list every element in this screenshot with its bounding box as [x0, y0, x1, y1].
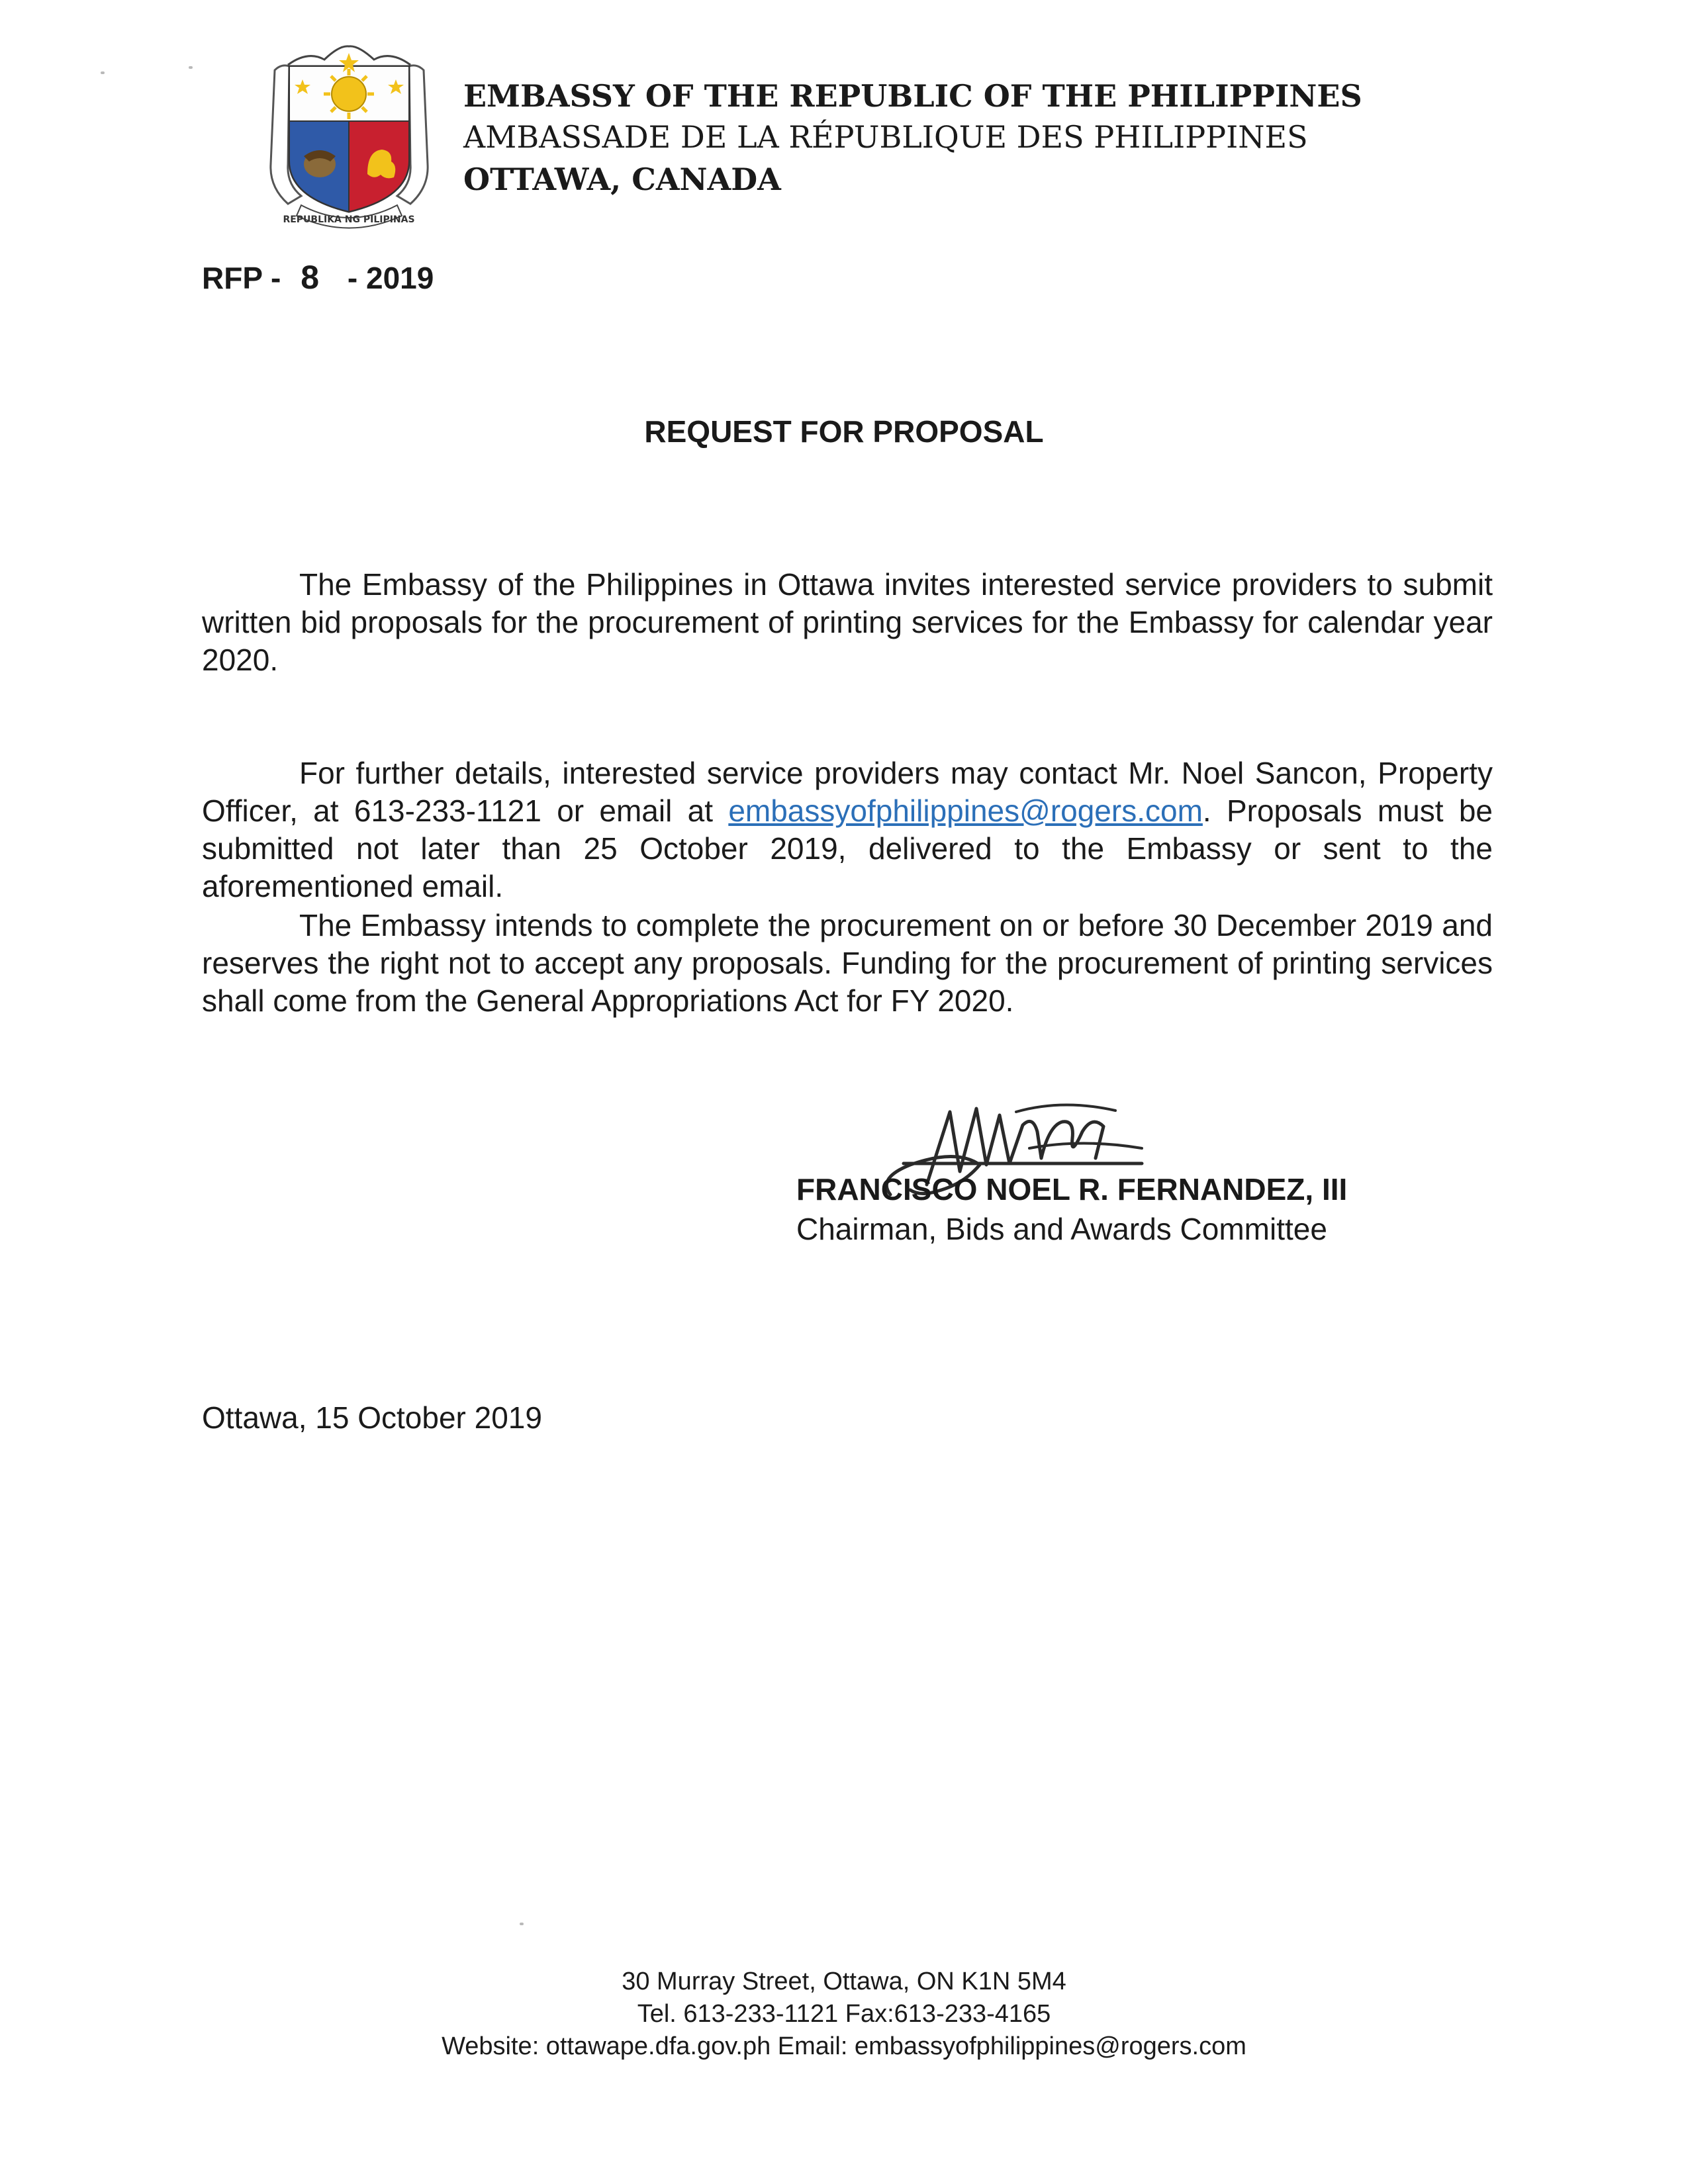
rfp-dash: -	[270, 261, 281, 295]
rfp-year: 2019	[365, 261, 434, 295]
rfp-dash: -	[347, 261, 358, 295]
signatory-title: Chairman, Bids and Awards Committee	[796, 1212, 1327, 1246]
body-paragraph-contact	[202, 754, 1493, 905]
seal-ribbon-text: REPUBLIKA NG PILIPINAS	[283, 214, 415, 225]
footer-phone-fax: Tel. 613-233-1121 Fax:613-233-4165	[637, 2000, 1051, 2028]
body-paragraph-funding: The Embassy intends to complete the procurement on or before 30 December 2019 and reserves the right not to accept any proposals. Funding for the procurement of printing services shall come from the General Appropriations Act for FY 2020.	[202, 908, 1493, 1018]
letterhead-line-english: EMBASSY OF THE REPUBLIC OF THE PHILIPPINES	[463, 78, 1362, 114]
philippine-coat-of-arms-icon	[261, 38, 437, 237]
place-and-date: Ottawa, 15 October 2019	[202, 1400, 542, 1435]
deadline-text: . Proposals must be submitted not later than 25 October 2019, delivered to the Embassy or sent to the aforementioned email.	[202, 794, 1493, 903]
letterhead-line-location: OTTAWA, CANADA	[463, 161, 781, 197]
footer-contact-block	[0, 1966, 1688, 2063]
footer-address: 30 Murray Street, Ottawa, ON K1N 5M4	[622, 1968, 1066, 1995]
signatory-name: FRANCISCO NOEL R. FERNANDEZ, III	[796, 1172, 1348, 1206]
rfp-prefix: RFP	[202, 261, 263, 295]
contact-text: For further details, interested service providers may contact Mr. Noel Sancon, Property Officer, at 613-233-1121 or email at	[202, 756, 1493, 828]
rfp-reference-number	[202, 258, 434, 296]
rfp-number: 8	[301, 259, 320, 296]
scan-speck	[520, 1923, 524, 1925]
document-title: REQUEST FOR PROPOSAL	[644, 414, 1044, 449]
email-link[interactable]: embassyofphilippines@rogers.com	[728, 794, 1203, 828]
scan-speck	[189, 66, 193, 69]
scan-speck	[101, 71, 105, 74]
body-paragraph-invitation: The Embassy of the Philippines in Ottawa invites interested service providers to submit written bid proposals for the procurement of printing services for the Embassy for calendar year 2020.	[202, 567, 1493, 677]
letterhead-line-french: AMBASSADE DE LA RÉPUBLIQUE DES PHILIPPINES	[463, 119, 1308, 155]
footer-website-email: Website: ottawape.dfa.gov.ph Email: embassyofphilippines@rogers.com	[442, 2032, 1246, 2060]
